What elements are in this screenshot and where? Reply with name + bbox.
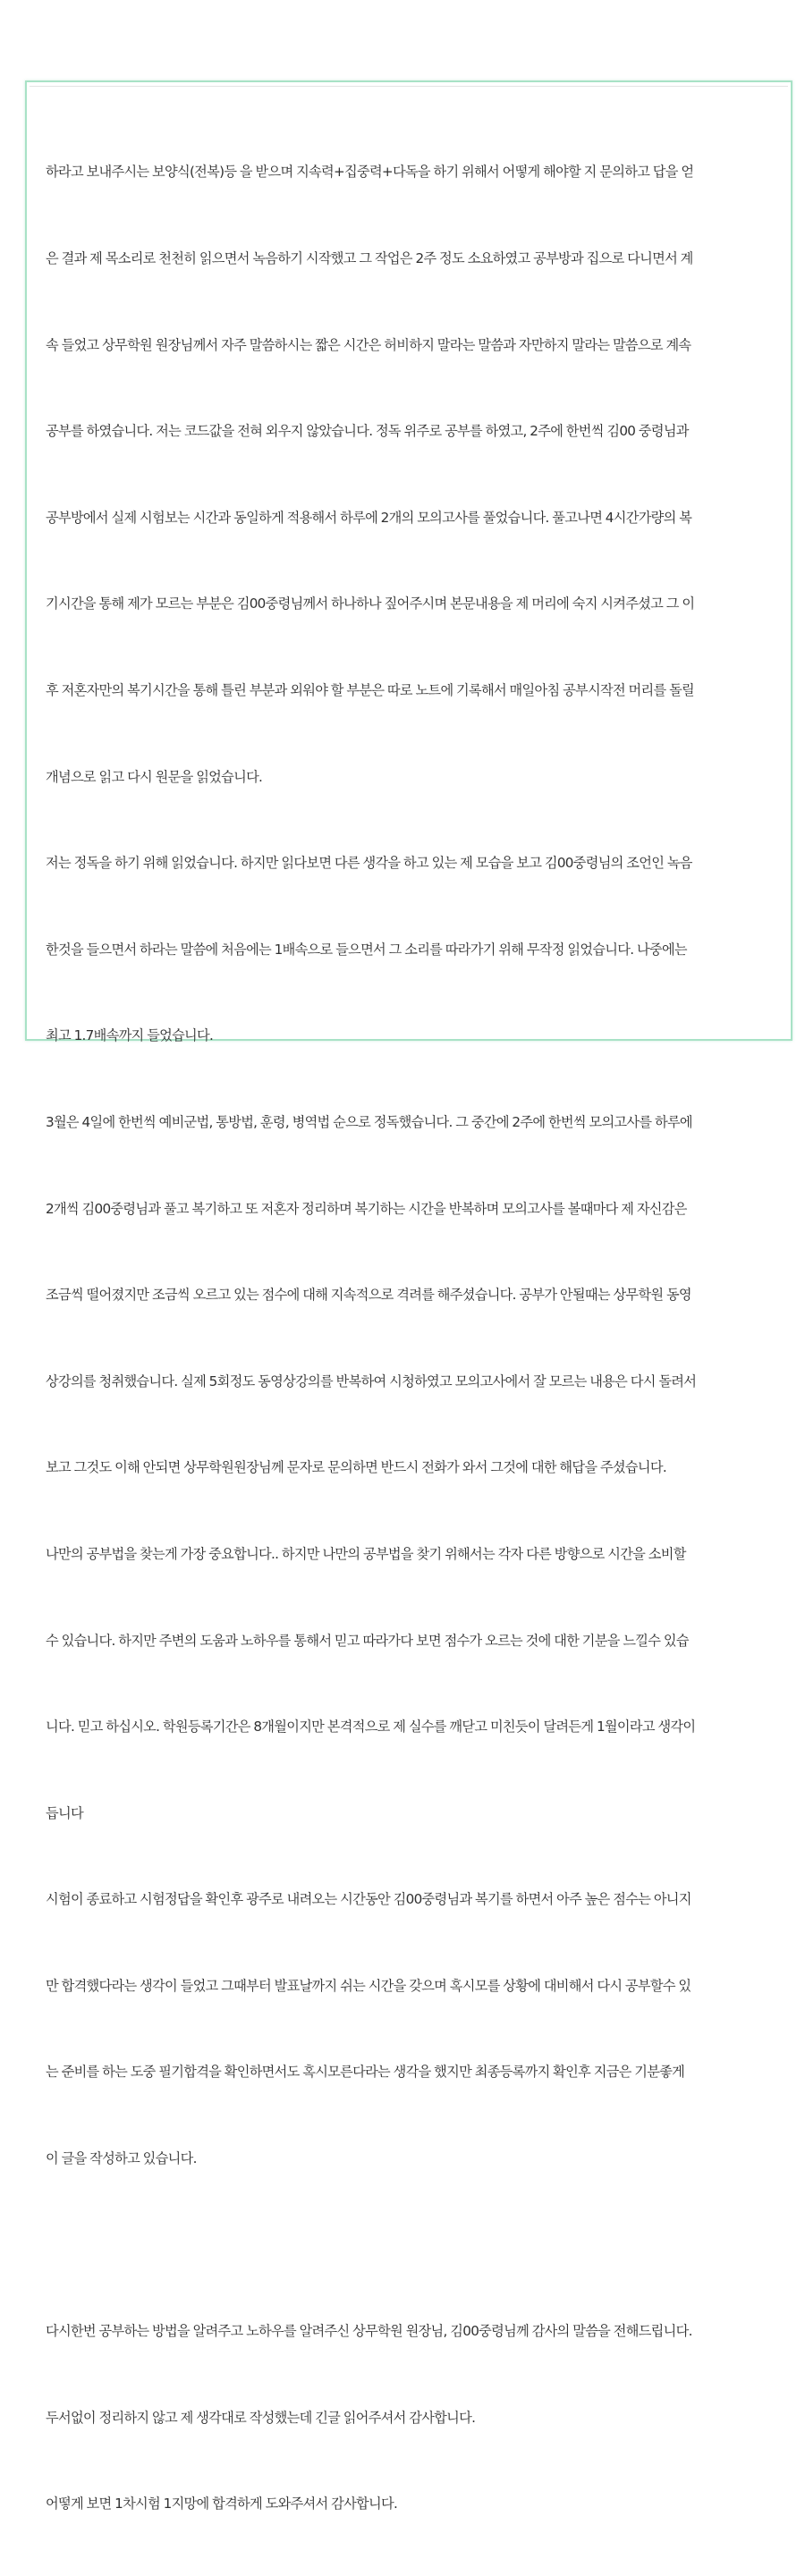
text-line: 수 있습니다. 하지만 주변의 도움과 노하우를 통해서 믿고 따라가다 보면 점수가 오르는 것에 대한 기분을 느낄수 있습 xyxy=(46,1632,689,1649)
text-line: 공부를 하였습니다. 저는 코드값을 전혀 외우지 않았습니다. 정독 위주로 공부를 하였고, 2주에 한번씩 김00 중령님과 xyxy=(46,423,689,440)
text-line: 상강의를 청취했습니다. 실제 5회정도 동영상강의를 반복하여 시청하였고 모의고사에서 잘 모르는 내용은 다시 돌려서 xyxy=(46,1372,697,1389)
text-line: 보고 그것도 이해 안되면 상무학원원장님께 문자로 문의하면 반드시 전화가 와서 그것에 대한 해답을 주셨습니다. xyxy=(46,1459,666,1476)
text-line: 니다. 믿고 하십시오. 학원등록기간은 8개월이지만 본격적으로 제 실수를 깨닫고 미친듯이 달려든게 1월이라고 생각이 xyxy=(46,1719,696,1736)
text-line: 2개씩 김00중령님과 풀고 복기하고 또 저혼자 정리하며 복기하는 시간을 반복하며 모의고사를 볼때마다 제 자신감은 xyxy=(46,1200,687,1217)
text-line: 속 들었고 상무학원 원장님께서 자주 말씀하시는 짧은 시간은 허비하지 말라는 말씀과 자만하지 말라는 말씀으로 계속 xyxy=(46,336,691,353)
text-line: 만 합격했다라는 생각이 들었고 그때부터 발표날까지 쉬는 시간을 갖으며 혹시모를 상황에 대비해서 다시 공부할수 있 xyxy=(46,1977,691,1994)
text-line: 이 글을 작성하고 있습니다. xyxy=(46,2150,197,2167)
text-line: 시험이 종료하고 시험정답을 확인후 광주로 내려오는 시간동안 김00중령님과 복기를 하면서 아주 높은 점수는 아니지 xyxy=(46,1891,691,1908)
text-line: 나만의 공부법을 찾는게 가장 중요합니다.. 하지만 나만의 공부법을 찾기 위해서는 각자 다른 방향으로 시간을 소비할 xyxy=(46,1545,686,1562)
text-line: 공부방에서 실제 시험보는 시간과 동일하게 적용해서 하루에 2개의 모의고사를 풀었습니다. 풀고나면 4시간가량의 복 xyxy=(46,509,692,526)
text-line: 후 저혼자만의 복기시간을 통해 틀린 부분과 외워야 할 부분은 따로 노트에 기록해서 매일아침 공부시작전 머리를 돌릴 xyxy=(46,681,695,698)
top-divider xyxy=(30,86,788,87)
text-line: 다시한번 공부하는 방법을 알려주고 노하우를 알려주신 상무학원 원장님, 김00중령님께 감사의 말씀을 전해드립니다. xyxy=(46,2323,692,2340)
text-line: 조금씩 떨어졌지만 조금씩 오르고 있는 점수에 대해 지속적으로 격려를 해주셨습니다. 공부가 안될때는 상무학원 동영 xyxy=(46,1287,691,1304)
text-line: 기시간을 통해 제가 모르는 부분은 김00중령님께서 하나하나 짚어주시며 본문내용을 제 머리에 숙지 시켜주셨고 그 이 xyxy=(46,595,695,612)
text-line: 는 준비를 하는 도중 필기합격을 확인하면서도 혹시모른다라는 생각을 했지만 최종등록까지 확인후 지금은 기분좋게 xyxy=(46,2064,685,2081)
text-line: 하라고 보내주시는 보양식(전복)등 을 받으며 지속력+집중력+다독을 하기 위해서 어떻게 해야할 지 문의하고 답을 얻 xyxy=(46,164,694,181)
text-line: 최고 1.7배속까지 들었습니다. xyxy=(46,1027,214,1044)
text-line: 한것을 들으면서 하라는 말씀에 처음에는 1배속으로 들으면서 그 소리를 따라가기 위해 무작정 읽었습니다. 나중에는 xyxy=(46,941,687,958)
text-line: 은 결과 제 목소리로 천천히 읽으면서 녹음하기 시작했고 그 작업은 2주 정도 소요하였고 공부방과 집으로 다니면서 계 xyxy=(46,250,693,266)
text-line: 3월은 4일에 한번씩 예비군법, 통방법, 훈령, 병역법 순으로 정독했습니다. 그 중간에 2주에 한번씩 모의고사를 하루에 xyxy=(46,1113,692,1130)
text-line: 저는 정독을 하기 위해 읽었습니다. 하지만 읽다보면 다른 생각을 하고 있는 제 모습을 보고 김00중령님의 조언인 녹음 xyxy=(46,855,692,872)
text-line: 개념으로 읽고 다시 원문을 읽었습니다. xyxy=(46,768,263,785)
text-line: 어떻게 보면 1차시험 1지망에 합격하게 도와주셔서 감사합니다. xyxy=(46,2496,398,2513)
text-line: 듭니다 xyxy=(46,1804,83,1821)
testimonial-card xyxy=(25,80,792,2513)
text-line: 두서없이 정리하지 않고 제 생각대로 작성했는데 긴글 읽어주셔서 감사합니다. xyxy=(46,2409,476,2426)
blank-line xyxy=(46,2231,781,2259)
testimonial-body xyxy=(46,100,781,2576)
